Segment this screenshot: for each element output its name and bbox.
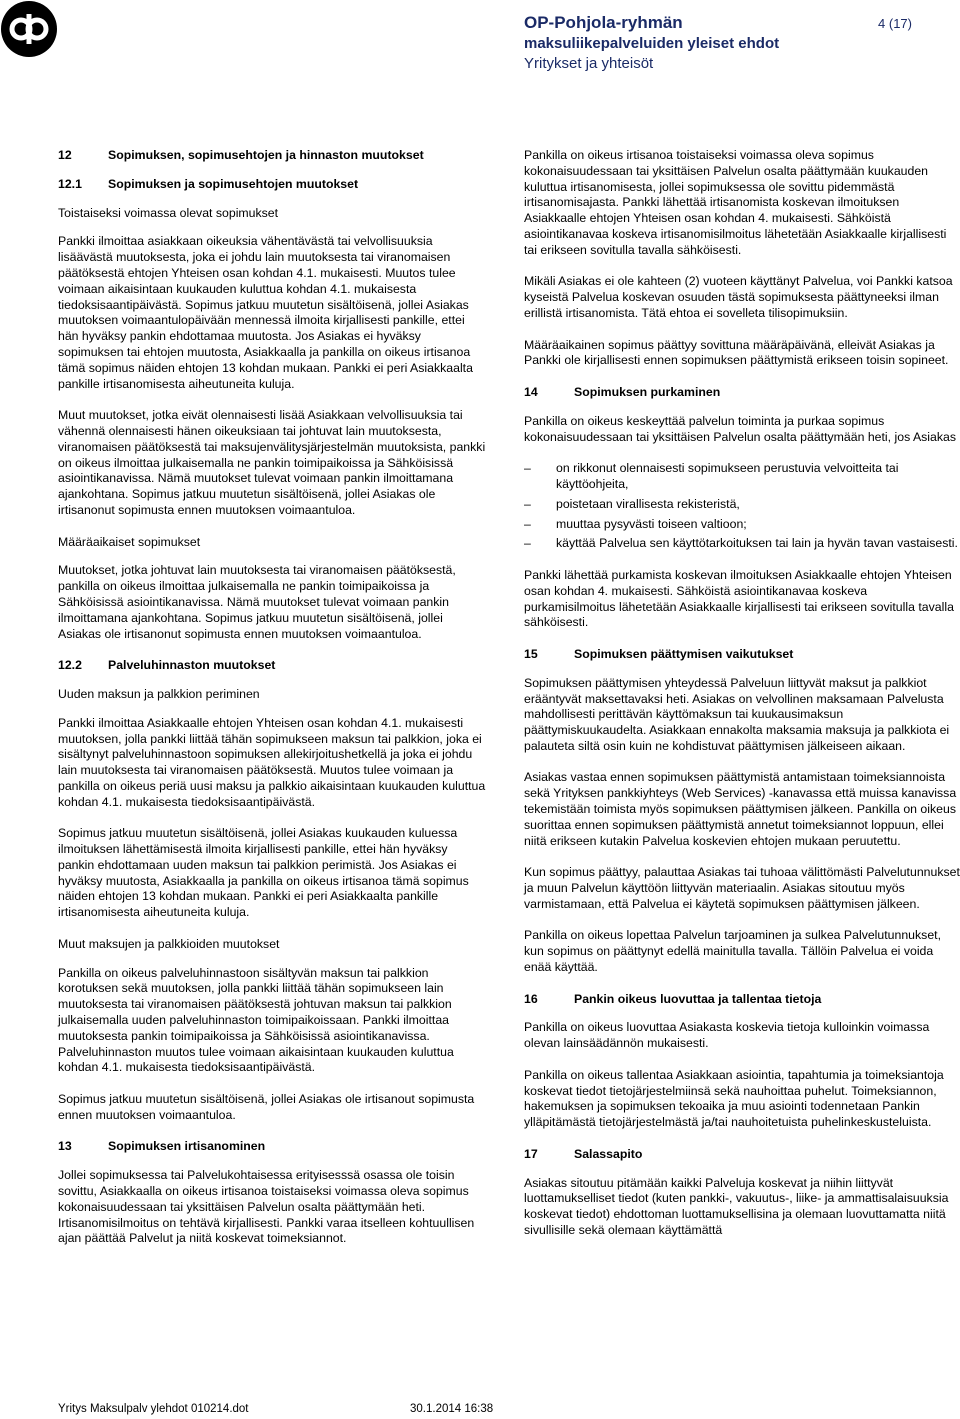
paragraph: Pankilla on oikeus luovuttaa Asiakasta koskevia tietoja kulloinkin voimassa olevan lainsäädännön mukaisesti. (524, 1020, 930, 1051)
subheading-other-fees: Muut maksujen ja palkkioiden muutokset (58, 936, 280, 951)
paragraph: Mikäli Asiakas ei ole kahteen (2) vuoteen käyttänyt Palvelua, voi Pankki katsoa kyseistä Palvelua koskevan osuuden tästä sopimuksesta päättyneeksi ilman erillistä irtisanomista. Tätä ehtoa ei sovelleta tilisopimuksiin. (524, 274, 953, 320)
paragraph: Jollei sopimuksessa tai Palvelukohtaisessa erityisesssä osassa ole toisin sovittu, Asiakkaalla on oikeus irtisanoa toistaiseksi voimassa oleva sopimus kokonaisuudessaan tai yksittäisen Palvelun osalta päättymään heti. Irtisanomisilmoitus on tehtävä kirjallisesti. Pankki varaa itselleen kohtuullisen ajan päättää Palvelut ja niitä koskevat toimeksiannot. (58, 1168, 475, 1246)
list-item: – muuttaa pysyvästi toiseen valtioon; (524, 516, 747, 531)
dash-bullet-icon: – (524, 516, 531, 531)
paragraph: Muut muutokset, jotka eivät olennaisesti lisää Asiakkaan velvollisuuksia tai vähennä olennaisesti hänen oikeuksiaan tai johtuvat lain muutoksesta, viranomaisen päätöksestä tai maksujenvälitysjärjestelmän muutoksista, pankki on oikeus ilmoittaa julkaisemalla ne pankin toimipaikoissa ja Sähköisissä asiointikanavissa. Nämä muutokset tulevat voimaan pankin ilmoittamana ajankohtana. Sopimus jatkuu muutetun sisältöisenä, jollei Asiakas ole irtisanonut sopimusta ennen muutoksen voimaantuloa. (58, 408, 486, 517)
section-12-heading: 12 Sopimuksen, sopimusehtojen ja hinnaston muutokset (58, 148, 424, 162)
section-16-heading: 16 Pankin oikeus luovuttaa ja tallentaa tietoja (524, 991, 822, 1006)
document-header (524, 12, 779, 74)
paragraph: Määräaikainen sopimus päättyy sovittuna määräpäivänä, elleivät Asiakas ja Pankki ole kirjallisesti ennen sopimuksen päättymistä erikseen toisin sopineet. (524, 337, 949, 368)
subheading-indefinite: Toistaiseksi voimassa olevat sopimukset (58, 205, 279, 220)
dash-bullet-icon: – (524, 536, 531, 551)
paragraph: Pankilla on oikeus tallentaa Asiakkaan asiointia, tapahtumia ja toimeksiantoja koskevat tiedot tietojärjestelmiinsä sekä nauhoittaa puhelut. Toimeksiannon, hakemuksen ja sopimuksen tekoaika ja muu asiointi todennetaan Pankin ylläpitämästä tietojärjestelmästä ja/tai nauhoitetuista puhelinkeskusteluista. (524, 1067, 944, 1130)
paragraph: Muutokset, jotka johtuvat lain muutoksesta tai viranomaisen päätöksestä, pankilla on oikeus ilmoittaa julkaisemalla ne pankin toimipaikoissa ja Sähköisissä asiointikanavissa. Nämä muutokset tulevat voimaan pankin ilmoittamana ajankohtana. Sopimus jatkuu muutetun sisältöisenä, jollei Asiakas ole irtisanonut sopimusta ennen muutoksen voimaantuloa. (58, 563, 456, 641)
paragraph: Pankilla on oikeus irtisanoa toistaiseksi voimassa oleva sopimus kokonaisuudessaan tai yksittäisen Palvelun osalta päättymään kuukauden kuluttua irtisanomisesta, jollei sopimuksessa ole sovittu pidemmästä irtisanomisajasta. Pankki lähettää irtisanomista koskevan ilmoituksen Asiakkaalle ehtojen Yhteisen osan kohdan 4. mukaisesti. Sähköistä asiointikanavaa koskeva irtisanomisilmoitus lähetetään Asiakkaalle kirjallisesti tai erikseen sovitulla tavalla sähköisesti. (524, 148, 947, 257)
paragraph: Pankilla on oikeus palveluhinnastoon sisältyvän maksun tai palkkion korotuksen sekä muutoksen, jolla pankki liittää tähän sopimukseen lain muutoksesta tai viranomaisen päätöksestä johtuvan maksun tai palkkion julkaisemalla uuden palveluhinnaston toimipaikoissaan. Pankki ilmoittaa muutoksesta pankin toimipaikoissa ja Sähköisissä asiointikanavissa. Palveluhinnaston muutos tulee voimaan aikaisintaan kuukauden kuluttua kohdan 4.1. mukaisesta tiedoksisaantipäivästä. (58, 965, 454, 1075)
header-title: maksuliikepalveluiden yleiset ehdot (524, 35, 780, 52)
page-number: 4 (17) (878, 16, 912, 31)
paragraph: Asiakas vastaa ennen sopimuksen päättymistä antamistaan toimeksiannoista sekä Yrityksen pankkiyhteys (Web Services) -kanavassa että muissa kanavissa tekemistään toimista myös sopimuksen päättymisen jälkeen. Pankilla on oikeus suorittaa ennen sopimuksen päättymistä annetut toimeksiannot loppuun, ellei niitä erikseen kutakin Palvelua koskevien ehtojen mukaan peruutettu. (524, 770, 957, 848)
dash-bullet-icon: – (524, 496, 531, 511)
subheading-fixed-term: Määräaikaiset sopimukset (58, 534, 201, 549)
footer-filename: Yritys Maksulpalv ylehdot 010214.dot (58, 1403, 249, 1415)
op-logo-icon (0, 0, 58, 58)
section-12-1-heading: 12.1 Sopimuksen ja sopimusehtojen muutokset (58, 176, 359, 191)
section-15-heading: 15 Sopimuksen päättymisen vaikutukset (524, 646, 794, 661)
section-13-heading: 13 Sopimuksen irtisanominen (58, 1139, 266, 1154)
list-item: – käyttää Palvelua sen käyttötarkoituksen tai lain ja hyvän tavan vastaisesti. (524, 536, 958, 551)
paragraph: Kun sopimus päättyy, palauttaa Asiakas tai tuhoaa välittömästi Palvelutunnukset ja muun Palvelun käyttöön liittyvän materiaalin. Asiakas sitoutuu myös varmistamaan, että Palvelua ei käytetä sopimuksen päättymisen jälkeen. (524, 865, 960, 911)
header-subtitle: Yritykset ja yhteisöt (524, 55, 654, 72)
section-14-heading: 14 Sopimuksen purkaminen (524, 384, 721, 399)
paragraph: Sopimus jatkuu muutetun sisältöisenä, jollei Asiakas kuukauden kuluessa ilmoituksen lähettämisestä ilmoita kirjallisesti pankille, ettei hän hyväksy pankin ehdottamaan uuden maksun tai palkkion perimistä. Jos Asiakas ei hyväksy muutosta, Asiakkaalla ja pankilla on oikeus irtisanoa tämä sopimus näiden ehtojen 13 kohdan mukaan. Pankki ei peri Asiakkaalta pankille irtisanomisesta aiheutuneita kuluja. (58, 826, 469, 920)
header-org: OP-Pohjola-ryhmän (524, 13, 683, 32)
paragraph: Pankilla on oikeus lopettaa Palvelun tarjoaminen ja sulkea Palvelutunnukset, kun sopimus on päättynyt edellä mainitulla tavalla. Tällöin Palvelua ei voida enää käyttää. (524, 928, 941, 975)
paragraph: Sopimus jatkuu muutetun sisältöisenä, jollei Asiakas ole irtisanout sopimusta ennen muutoksen voimaantuloa. (58, 1092, 475, 1122)
paragraph: Pankilla on oikeus keskeyttää palvelun toiminta ja purkaa sopimus kokonaisuudessaan tai yksittäisen Palvelun osalta päättymään heti, jos Asiakas (524, 413, 957, 444)
section-12-2-heading: 12.2 Palveluhinnaston muutokset (58, 658, 276, 673)
list-item: – on rikkonut olennaisesti sopimukseen perustuvia velvoitteita tai käyttöohjeita, (524, 461, 899, 491)
paragraph: Sopimuksen päättymisen yhteydessä Palveluun liittyvät maksut ja palkkiot erääntyvät maksettavaksi heti. Asiakas on velvollinen maksamaan Palvelusta mahdollisesti perittävän käyttömaksun tai kuukausimaksun päättymiskuukaudelta. Asiakkaan ennakolta maksamia maksuja ja palkkiota ei palauteta siltä osin kuin ne kohdistuvat päättymisen jälkeiseen aikaan. (524, 675, 950, 753)
left-column (58, 148, 486, 1263)
section-17-heading: 17 Salassapito (524, 1146, 643, 1161)
paragraph: Pankki lähettää purkamista koskevan ilmoituksen Asiakkaalle ehtojen Yhteisen osan kohdan 4. mukaisesti. Sähköistä asiointikanavaa koskeva purkamisilmoitus lähetetään Asiakkaalle kirjallisesti tai erikseen sovitulla tavalla sähköisesti. (524, 567, 954, 630)
paragraph: Pankki ilmoittaa Asiakkaalle ehtojen Yhteisen osan kohdan 4.1. mukaisesti muutoksen, jolla pankki liittää tähän sopimukseen maksun tai palkkion, joka ei sisältynyt palveluhinnastoon sopimuksen allekirjoitushetkellä ja joka ei johdu lain muutoksesta tai viranomaisen päätöksestä. Muutos tulee voimaan ja pankilla on oikeus periä uusi maksu ja palkkio aikaisintaan kuukauden kuluttua kohdan 4.1. mukaisesta tiedoksisaantipäivästä. (58, 715, 486, 809)
paragraph: Asiakas sitoutuu pitämään kaikki Palveluja koskevat ja niihin liittyvät luottamukselliset tiedot (kuten pankki-, vakuutus-, liike- ja ammattisalaisuuksia koskevat tiedot) ehdottoman luottamuksellisina ja olemaan luovuttamatta niitä sivullisille sekä olemaan käyttämättä (524, 1175, 949, 1237)
subheading-new-fee: Uuden maksun ja palkkion periminen (58, 686, 260, 701)
right-column (524, 148, 960, 1255)
paragraph: Pankki ilmoittaa asiakkaan oikeuksia vähentävästä tai velvollisuuksia lisäävästä muutoksesta, joka ei johdu lain muutoksesta tai viranomaisen päätöksestä ehtojen Yhteisen osan kohdan 4.1. mukaisesti. Muutos tulee voimaan aikaisintaan kuukauden kuluttua kohdan 4.1. mukaisesta tiedoksisaantipäivästä. Sopimus jatkuu muutetun sisältöisenä, jollei Asiakas muutoksen voimaantulopäivään mennessä ilmoita kirjallisesti pankille, ettei hän hyväksy pankin ehdottamaa muutosta. Jos Asiakas ei hyväksy sopimuksen tai ehtojen muutosta, Asiakkaalla ja pankilla on oikeus irtisanoa tämä sopimus näiden ehtojen 13 kohdan mukaan. Pankki ei peri Asiakkaalta pankille irtisanomisesta aiheutuneita kuluja. (58, 234, 473, 391)
footer-date: 30.1.2014 16:38 (410, 1403, 494, 1415)
dash-bullet-icon: – (524, 461, 531, 476)
list-item: – poistetaan virallisesta rekisteristä, (524, 496, 740, 511)
termination-conditions-list (524, 461, 960, 552)
